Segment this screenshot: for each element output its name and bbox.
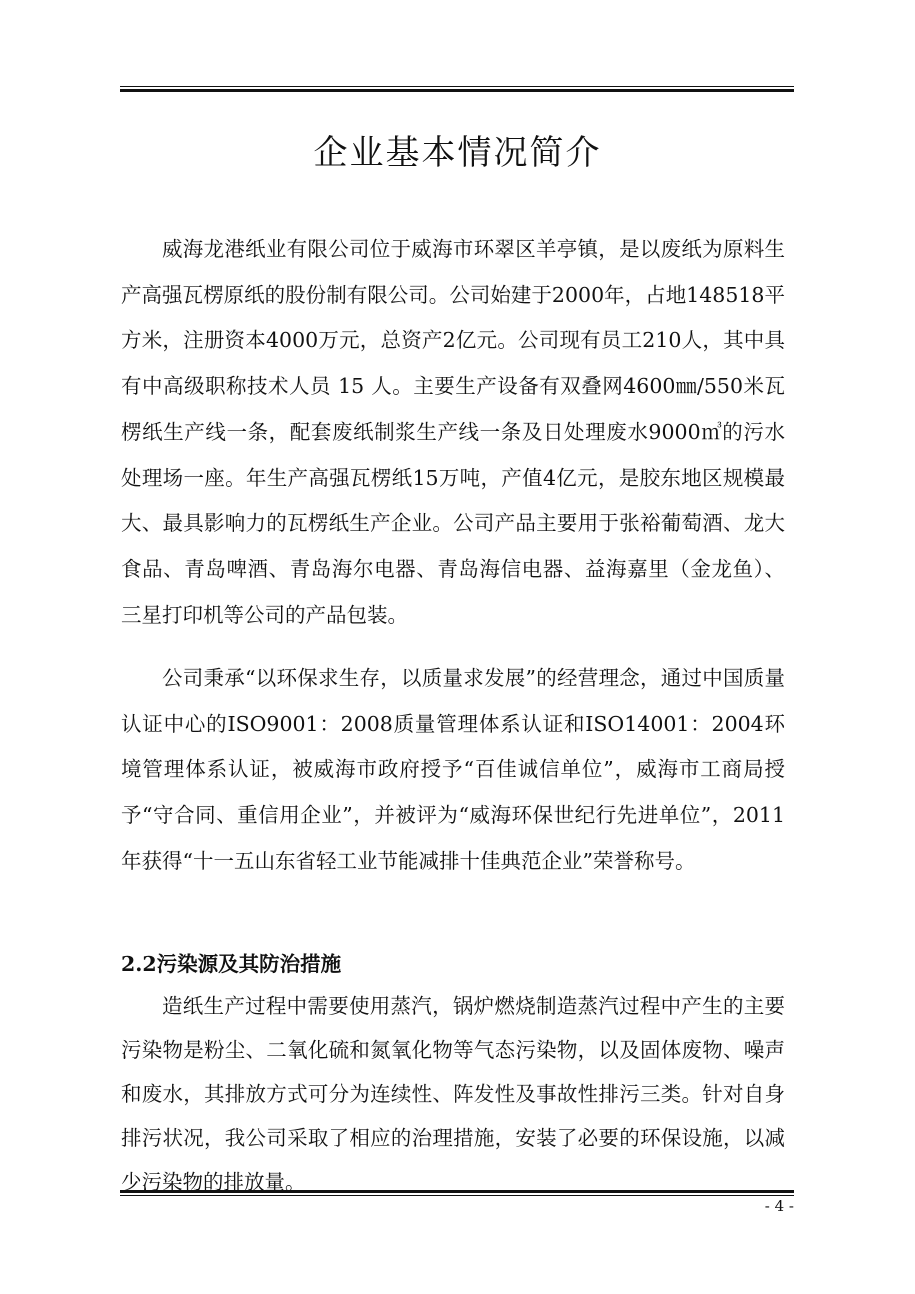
page-title: 企业基本情况简介 (313, 133, 602, 173)
body-paragraph-company-overview: 威海龙港纸业有限公司位于威海市环翠区羊亭镇，是以废纸为原料生产高强瓦楞原纸的股份制有限公司。公司始建于2000年，占地148518平方米，注册资本4000万元，总资产2亿元。公司现有员工210人，其中具有中高级职称技术人员 15 人。主要生产设备有双叠网4600㎜/550米瓦楞纸生产线一条，配套废纸制浆生产线一条及日处理废水9000㎥的污水处理场一座。年生产高强瓦楞纸15万吨，产值4亿元，是胶东地区规模最大、最具影响力的瓦楞纸生产企业。公司产品主要用于张裕葡萄酒、龙大食品、青岛啤酒、青岛海尔电器、青岛海信电器、益海嘉里（金龙鱼）、三星打印机等公司的产品包装。 (121, 237, 785, 627)
body-paragraph-philosophy: 公司秉承“以环保求生存，以质量求发展”的经营理念，通过中国质量认证中心的ISO9001：2008质量管理体系认证和ISO14001：2004环境管理体系认证，被威海市政府授予“百佳诚信单位”，威海市工商局授予“守合同、重信用企业”，并被评为“威海环保世纪行先进单位”，2011年获得“十一五山东省轻工业节能减排十佳典范企业”荣誉称号。 (121, 666, 785, 873)
header-rule (120, 86, 794, 92)
page-number: - 4 - (764, 1197, 794, 1215)
section-heading: 2.2污染源及其防治措施 (121, 952, 342, 976)
body-paragraph-pollution: 造纸生产过程中需要使用蒸汽，锅炉燃烧制造蒸汽过程中产生的主要污染物是粉尘、二氧化硫和氮氧化物等气态污染物，以及固体废物、噪声和废水，其排放方式可分为连续性、阵发性及事故性排污三类。针对自身排污状况，我公司采取了相应的治理措施，安装了必要的环保设施，以减少污染物的排放量。 (121, 994, 785, 1194)
footer-rule (120, 1190, 794, 1196)
